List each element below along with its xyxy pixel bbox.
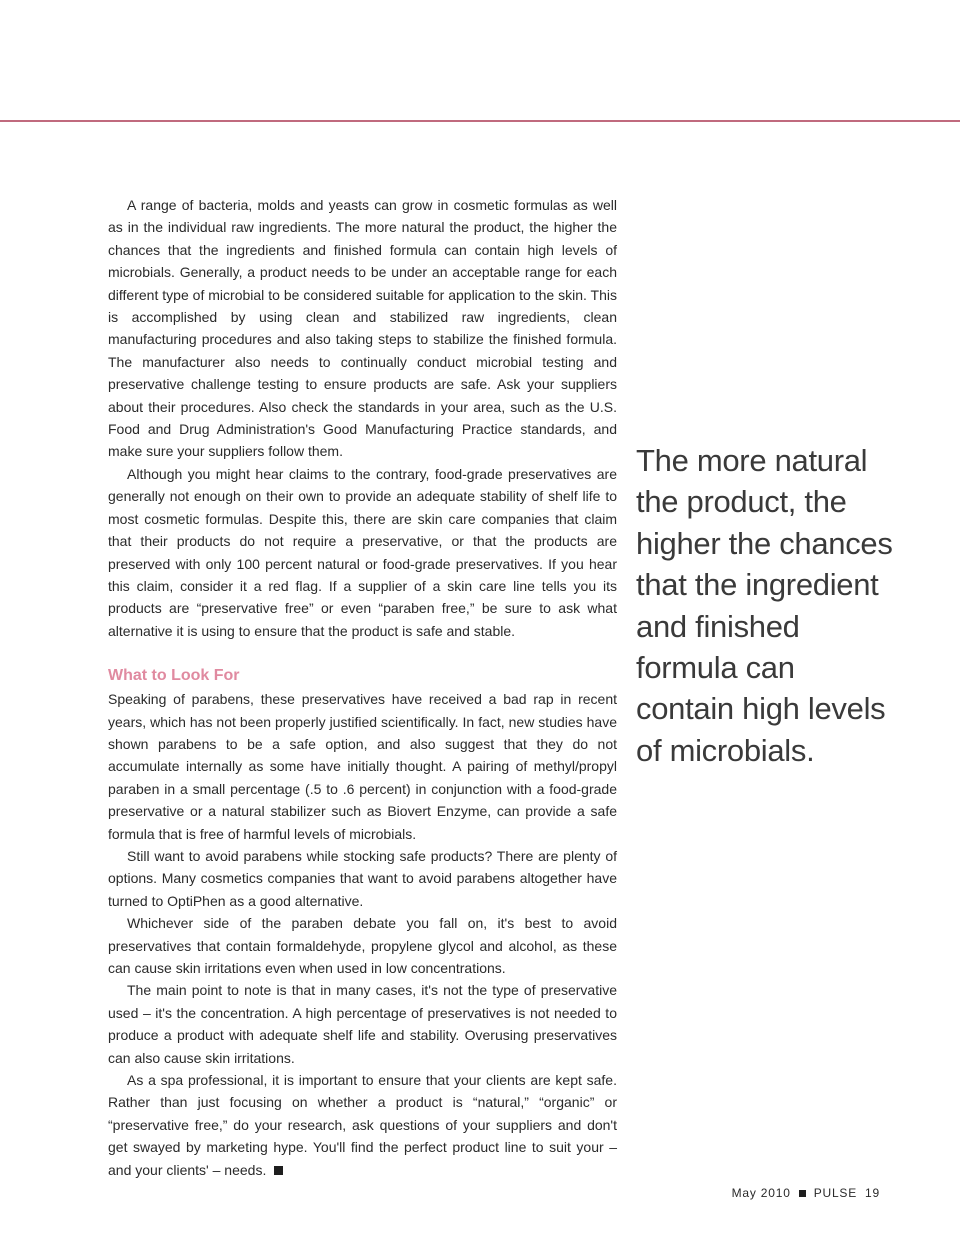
article-paragraph: Although you might hear claims to the contrary, food-grade preservatives are generally not enough on their own to provide an adequate stability of shelf life to most cosmetic formulas. Despite this, there are skin care companies that claim that their products do not require a preservative, or that the products are preserved with only 100 percent natural or food-grade preservatives. If you hear this claim, consider it a red flag. If a supplier of a skin care line tells you its products are “preservative free” or even “paraben free,” be sure to ask what alternative it is using to ensure that the product is safe and stable. bbox=[108, 465, 617, 639]
publication-name: PULSE bbox=[813, 1186, 858, 1200]
pull-quote: The more natural the product, the higher the chances that the ingredient and finished formula can contain high levels of microbials. bbox=[636, 443, 893, 768]
article-paragraph: The main point to note is that in many cases, it's not the type of preservative used – it's the concentration. A high percentage of preservatives is not needed to produce a product with adequate shelf life and stability. Overusing preservatives can also cause skin irritations. bbox=[108, 982, 617, 1066]
article-paragraph: Still want to avoid parabens while stocking safe products? There are plenty of options. Many cosmetics companies that want to avoid parabens altogether have turned to OptiPhen as a good alternative. bbox=[108, 847, 617, 909]
end-of-article-mark bbox=[274, 1166, 283, 1175]
section-heading: What to Look For bbox=[108, 667, 240, 685]
separator-square-icon bbox=[799, 1190, 806, 1197]
article-paragraph: Whichever side of the paraben debate you fall on, it's best to avoid preservatives that contain formaldehyde, propylene glycol and alcohol, as these can cause skin irritations even when used in low concentrations. bbox=[108, 915, 617, 976]
page-number: 19 bbox=[865, 1186, 880, 1200]
page-footer bbox=[732, 1186, 880, 1200]
article-paragraph: Speaking of parabens, these preservatives have received a bad rap in recent years, which has not been properly justified scientifically. In fact, new studies have shown parabens to be a safe option, and also suggest that they do not accumulate internally as some have initially thought. A pairing of methyl/propyl paraben in a small percentage (.5 to .6 percent) in conjunction with a food-grade preservative or a natural stabilizer such as Biovert Enzyme, can provide a safe formula that is free of harmful levels of microbials. bbox=[108, 691, 617, 842]
article-paragraph-text: As a spa professional, it is important to ensure that your clients are kept safe. Rather than just focusing on whether a product is “natural,” “organic” or “preservative free,” do your research, ask questions of your suppliers and don't get swayed by marketing hype. You'll find the perfect product line to suit your – and your clients' – needs. bbox=[108, 1072, 617, 1178]
header-rule bbox=[0, 120, 960, 122]
article-body bbox=[108, 194, 617, 1181]
article-paragraph-last bbox=[108, 1069, 617, 1181]
article-paragraph: A range of bacteria, molds and yeasts can grow in cosmetic formulas as well as in the individual raw ingredients. The more natural the product, the higher the chances that the ingredients and finished formula can contain high levels of microbials. Generally, a product needs to be under an acceptable range for each different type of microbial to be considered suitable for application to the skin. This is accomplished by using clean and stabilized raw ingredients, clean manufacturing procedures and also taking steps to stabilize the finished formula. The manufacturer also needs to continually conduct microbial testing and preservative challenge testing to ensure products are safe. Ask your suppliers about their procedures. Also check the standards in your area, such as the U.S. Food and Drug Administration's Good Manufacturing Practice standards, and make sure your suppliers follow them. bbox=[108, 197, 617, 460]
issue-date: May 2010 bbox=[731, 1186, 791, 1200]
